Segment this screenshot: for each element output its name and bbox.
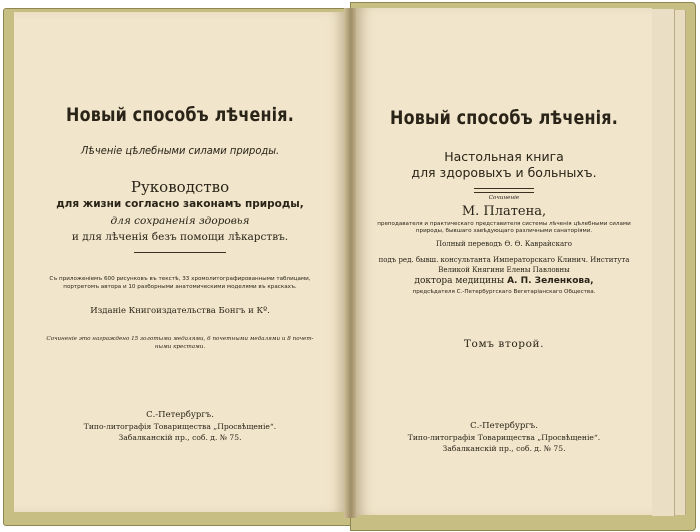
left-line-2: для сохраненія здоровья: [110, 215, 250, 227]
right-subtitle-2: для здоровыхъ и больныхъ.: [411, 165, 597, 180]
right-author: М. Платена,: [461, 204, 547, 219]
left-city: С.-Петербургъ.: [146, 410, 214, 420]
right-author-desc-1: преподавателя и практическаго представителя системы лѣченія цѣлебными силами: [377, 221, 631, 227]
left-publisher: Изданіе Книгоиздательства Бонгъ и Кº.: [90, 306, 270, 316]
double-divider: [474, 188, 534, 193]
page-stack: [652, 9, 675, 516]
right-edited-1: подъ ред. бывш. консультанта Императорскаго Клинич. Института: [378, 256, 630, 264]
left-illus-note-2: портретомъ автора и 10 разборными анатомическими моделями въ краскахъ.: [63, 284, 297, 290]
right-doctor-name: А. П. Зеленкова,: [507, 276, 594, 286]
left-address: Забалканскій пр., соб. д. № 75.: [118, 433, 242, 442]
right-edited-2: Великой Княгини Елены Павловны: [438, 266, 570, 274]
right-doctor: [356, 276, 652, 286]
left-award-note-2: ными крестами.: [154, 344, 206, 350]
right-author-desc-2: природы, бывшаго завѣдующаго различными санаторіями.: [415, 228, 593, 234]
left-page: [14, 12, 346, 512]
right-printer: Типо-литографія Товарищества „Просвѣщеніе“.: [407, 433, 601, 442]
left-award-note-1: Сочиненіе это награждено 15 золотыми медалями, 6 почетными медалями и 8 почет-: [46, 336, 314, 342]
right-title: Новый способъ лѣченія.: [390, 107, 618, 129]
right-translation: Полный переводъ Ѳ. Ѳ. Кавраѝскаго: [435, 240, 573, 248]
right-page: [356, 8, 652, 515]
left-printer: Типо-литографія Товарищества „Просвѣщеніе“.: [83, 422, 277, 431]
left-line-1: для жизни согласно законамъ природы,: [56, 198, 304, 210]
left-subtitle: Лѣченіе цѣлебными силами природы.: [80, 144, 280, 157]
left-line-3: и для лѣченія безъ помощи лѣкарствъ.: [71, 231, 289, 243]
right-by: Сочиненіе: [488, 195, 520, 201]
right-subtitle-1: Настольная книга: [444, 149, 564, 164]
left-illus-note-1: Съ приложеніемъ 600 рисунковъ въ текстѣ, 33 хромолитографированными таблицами,: [49, 276, 311, 282]
right-volume: Томъ второй.: [463, 338, 545, 350]
left-guide: Руководство: [130, 178, 230, 196]
right-doctor-prefix: доктора медицины: [414, 276, 505, 286]
right-doctor-desc: предсѣдателя С.-Петербургскаго Вегетаріанскаго Общества.: [412, 289, 596, 295]
right-city: С.-Петербургъ.: [470, 421, 538, 431]
right-address: Забалканскій пр., соб. д. № 75.: [442, 444, 566, 453]
left-title: Новый способъ лѣченія.: [66, 104, 294, 126]
divider: [134, 252, 226, 253]
